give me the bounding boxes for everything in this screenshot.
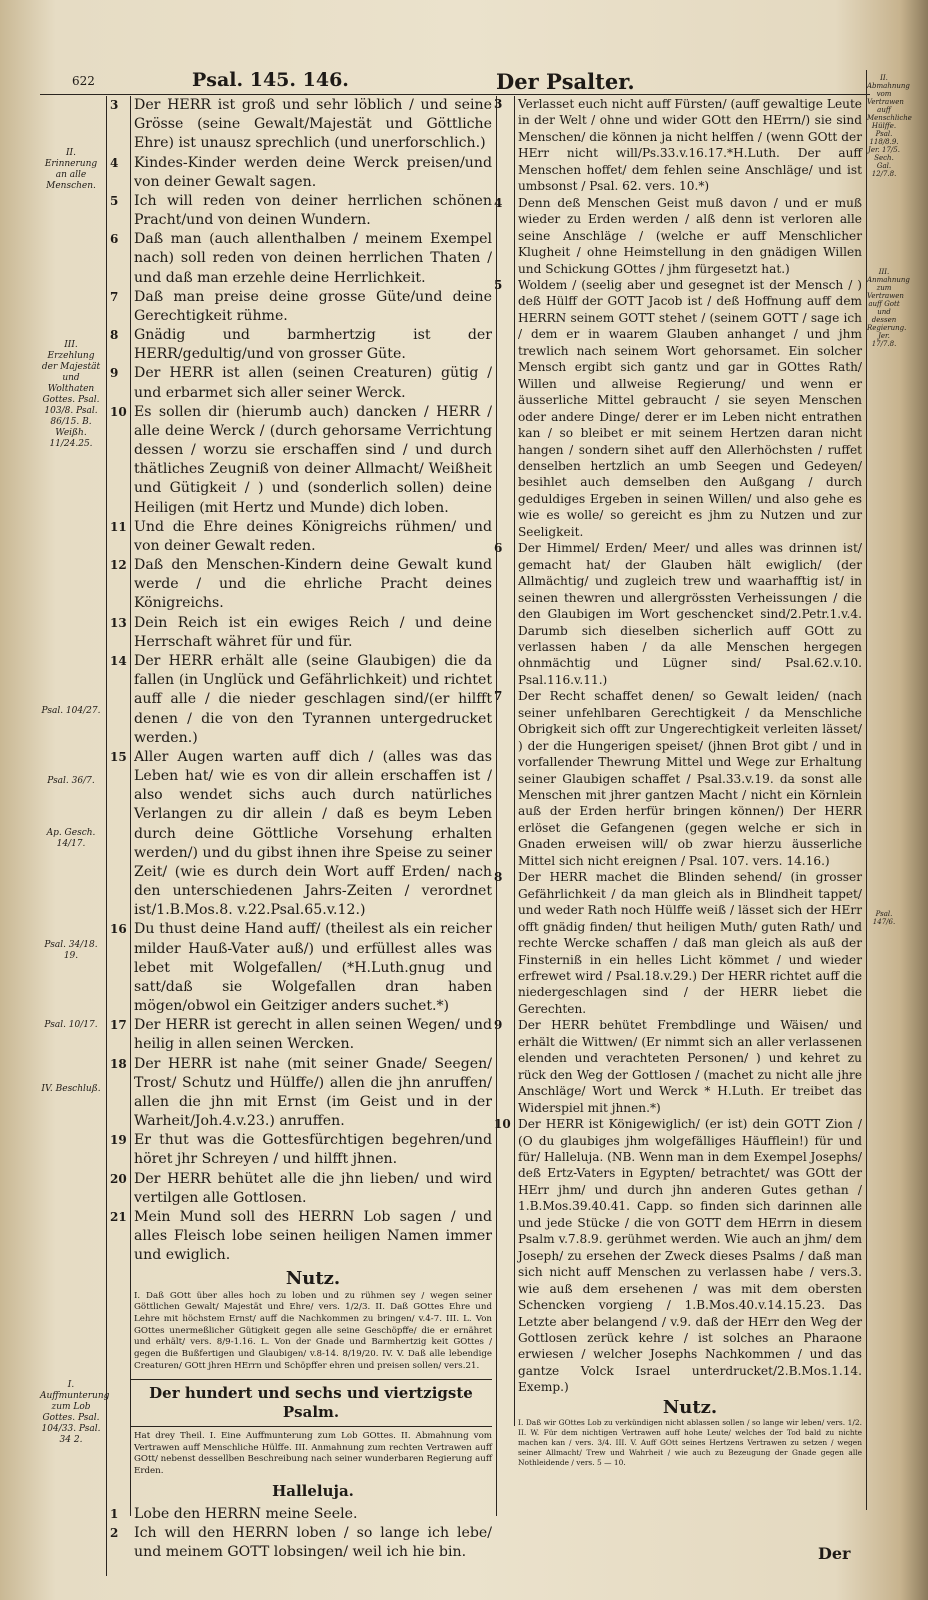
verse: 14 Der HERR erhält alle (seine Glaubigen) die da fallen (in Unglück und Gefährlichkeit) und richtet auff alle / die nieder geschlagen sind/(er hilfft denen / die von den Tyrannen untergedrucket werden.): [110, 652, 492, 746]
page-header: [40, 66, 870, 95]
verse: 3 Verlasset euch nicht auff Fürsten/ (auff gewaltige Leute in der Welt / ohne und wider GOtt den HErrn/) sie sind Menschen/ die können ja nicht helffen / (wenn GOtt der HErr nicht will/Ps.33.v.16.17.*H.Luth. Der auff Menschen hoffet/ dem fehlen seine Anschläge/ und ist umbsonst / Psal. 62. vers. 10.*): [494, 97, 862, 194]
verse: 11 Und die Ehre deines Königreichs rühmen/ und von deiner Gewalt reden.: [110, 518, 492, 554]
nutz-heading: Nutz.: [662, 1396, 718, 1418]
verse: 18 Der HERR ist nahe (mit seiner Gnade/ Seegen/ Trost/ Schutz und Hülffe/) allen die jhn anruffen/ allen die jhn mit Ernst (im Geist und in der Warheit/Joh.4.v.23.) anruffen.: [110, 1055, 492, 1130]
margin-note: IV. Beschluß.: [41, 1084, 101, 1094]
nutz-text: I. Daß wir GOttes Lob zu verkündigen nicht ablassen sollen / so lange wir leben/ vers. 1/2. II. W. Für dem nichtigen Vertrawen auff hohe Leute/ welches der Tod bald zu nichte machen kan / vers. 3/4. III. V. Auff GOtt seines Hertzens Vertrawen zu setzen / wegen seiner Allmacht/ Trew und Wahrheit / wie auch zu Bezeugung der Gnade gegen alle Nothleidende / vers. 5 — 10.: [518, 1418, 862, 1468]
margin-note: III. Anmahnung zum Vertrawen auff Gott und dessen Regierung. Jer. 17/7.8.: [867, 268, 910, 348]
margin-note: Psal. 147/6.: [872, 910, 896, 926]
verse: 21 Mein Mund soll des HERRN Lob sagen / und alles Fleisch lobe seinen heiligen Namen immer und ewiglich.: [110, 1208, 492, 1264]
verse: 12 Daß den Menschen-Kindern deine Gewalt kund werde / und die ehrliche Pracht deines Königreichs.: [110, 557, 492, 612]
verse: 9 Der HERR behütet Frembdlinge und Wäisen/ und erhält die Wittwen/ (Er nimmt sich an aller verlassenen elenden und verachteten Personen/ ) und kehret zu rück den Weg der Gottlosen / (machet zu nicht alle jhre Anschläge/ Wort und Werck * H.Luth. Er treibet das Widerspiel mit jhnen.*): [494, 1018, 862, 1115]
verse: 15 Aller Augen warten auff dich / (alles was das Leben hat/ wie es von dir allein erschaffen ist / also wendet sichs auch durch natürliches Verlangen zu dir allein / daß es beym Leben durch deine Göttliche Vorsehung erhalten werden/) und du gibst ihnen ihre Speise zu seiner Zeit/ (wie es durch dein Wort auff Erden/ nach den unterschiedenen Jahrs-Zeiten / verordnet ist/1.B.Mos.8. v.22.Psal.65.v.12.): [110, 748, 492, 919]
verse: 2 Ich will den HERRN loben / so lange ich lebe/ und meinem GOTT lobsingen/ weil ich hie bin.: [110, 1525, 492, 1561]
psalm-heading: Der hundert und sechs und viertzigste Psalm.: [130, 1379, 492, 1427]
verse: 13 Dein Reich ist ein ewiges Reich / und deine Herrschaft währet für und für.: [110, 614, 492, 650]
verse: 6 Der Himmel/ Erden/ Meer/ und alles was drinnen ist/ gemacht hat/ der Glauben hält ewiglich/ (der Allmächtig/ und zugleich trew und waarhafftig ist/ in seinen thewren und allergrössten Verheissungen / die den Glaubigen im Wort geschencket sind/2.Petr.1.v.4. Darumb sich dieselben sicherlich auff GOtt zu verlassen haben / da alle Menschen hergegen ohnmächtig und Lügner sind/ Psal.62.v.10. Psal.116.v.11.): [494, 541, 862, 687]
margin-note: II. Abmahnung vom Vertrawen auff Menschliche Hülffe. Psal. 118/8.9. Jer. 17/5. Sech. Gal. 12/7.8.: [867, 74, 912, 178]
verse: 19 Er thut was die Gottesfürchtigen begehren/und höret jhr Schreyen / und hilfft jhnen.: [110, 1132, 492, 1168]
verse: 8 Gnädig und barmhertzig ist der HERR/gedultig/und von grosser Güte.: [110, 327, 492, 363]
verse: 17 Der HERR ist gerecht in allen seinen Wegen/ und heilig in allen seinen Wercken.: [110, 1017, 492, 1053]
margin-note: II. Erinnerung an alle Menschen.: [44, 148, 98, 191]
verse: 5 Woldem / (seelig aber und gesegnet ist der Mensch / ) deß Hülff der GOTT Jacob ist / deß Hoffnung auff dem HERRN seinem GOTT stehet / (seinem GOTT / sage ich / dem er in waarem Glauben anhanget / und jhm trewlich nach seinem Wort gehorsamet. Ein solcher Mensch ergibt sich gantz und gar in GOttes Rath/ Willen und allweise Regierung/ und wenn er äusserliche Mittel gebraucht / sie seyen Menschen oder andere Dinge/ derer er im Leben nicht entrathen kan / so bleibet er mit seinem Hertzen daran nicht hangen / sondern sihet auff den Allerhöchsten / ruffet denselben hertzlich an umb Seegen und Gedeyen/ besihlet auch demselben den Außgang / durch geduldiges Ergeben in seinen Willen/ und also gehe es wie es wolle/ so gereicht es jhm zu Nutzen und zur Seeligkeit.: [494, 277, 862, 539]
page-number: 622: [72, 74, 95, 88]
verse: 8 Der HERR machet die Blinden sehend/ (in grosser Gefährlichkeit / da man gleich als in Blindheit tappet/ und weder Rath noch Hülffe weiß / lässet sich der HErr offt gnädig finden/ thut heiligen Muth/ guten Rath/ und rechte Wercke schaffen / daß man gleich als auß der Finsterniß in ein helles Licht kömmet / und wieder erfrewet wird / Psal.18.v.29.) Der HERR richtet auff die niedergeschlagen sind / der HERR liebet die Gerechten.: [494, 870, 862, 1016]
margin-note: Psal. 34/18. 19.: [44, 940, 98, 961]
left-column: [110, 96, 492, 1562]
verse: 1 Lobe den HERRN meine Seele.: [110, 1505, 358, 1522]
margin-note: Psal. 10/17.: [44, 1020, 98, 1030]
verse: 4 Kindes-Kinder werden deine Werck preisen/und von deiner Gewalt sagen.: [110, 154, 492, 190]
psalm-intro: Hat drey Theil. I. Eine Auffmunterung zum Lob GOttes. II. Abmahnung vom Vertrawen auff Menschliche Hülffe. III. Anmahnung zum rechten Vertrawen auff GOtt/ nebenst dessellben Beschreibung nach seiner wunderbaren Regierung auff Erden.: [134, 1430, 492, 1477]
verse: 3 Der HERR ist groß und sehr löblich / und seine Grösse (seine Gewalt/Majestät und Göttliche Ehre) ist unausz sprechlich (und unerforschlich.): [110, 97, 492, 152]
left-margin: [40, 96, 110, 1576]
verse: 10 Es sollen dir (hierumb auch) dancken / HERR / alle deine Werck / (durch gehorsame Verrichtung dessen / worzu sie erschaffen sind / und durch thätliches Zeugniß von deiner Allmacht/ Weißheit und Gütigkeit / ) und (sonderlich sollen) deine Heiligen (mit Hertz und Munde) dich loben.: [110, 403, 492, 516]
psalm-reference: Psal. 145. 146.: [192, 69, 349, 91]
verse: 5 Ich will reden von deiner herrlichen schönen Pracht/und von deinen Wundern.: [110, 192, 492, 229]
margin-note: Ap. Gesch. 14/17.: [46, 828, 96, 849]
verse: 6 Daß man (auch allenthalben / meinem Exempel nach) soll reden von deinen herrlichen Thaten / und daß man erzehle deine Herrlichkeit.: [110, 231, 492, 286]
running-title: Der Psalter.: [496, 69, 635, 94]
nutz-text: I. Daß GOtt über alles hoch zu loben und zu rühmen sey / wegen seiner Göttlichen Gewalt/ Majestät und Ehre/ vers. 1/2/3. II. Daß GOttes Ehre und Lehre mit höchstem Ernst/ auff die Nachkommen zu bringen/ v.4-7. III. L. Von GOttes unermeßlicher Gütigkeit gegen alle seine Geschöpffe/ die er ernähret und erhält/ vers. 8/9-1.16. L. Von der Gnade und Barmhertzig keit GOttes / gegen die Bußfertigen und Glaubigen/ v.8-14. 8/19/20. IV. V. Daß alle lebendige Creaturen/ GOtt jhren HErrn und Schöpffer ehren und preisen sollen/ vers.21.: [134, 1290, 492, 1371]
verse: 20 Der HERR behütet alle die jhn lieben/ und wird vertilgen alle Gottlosen.: [110, 1170, 492, 1206]
verse: 16 Du thust deine Hand auff/ (theilest als ein reicher milder Hauß-Vater auß/) und erfüllest alles was lebet mit Wolgefallen/ (*H.Luth.gnug und satt/daß sie Wolgefallen dran haben mögen/obwol ein Geitziger anders suchet.*): [110, 921, 492, 1015]
right-verse-rule: [514, 96, 515, 1426]
verse: 4 Denn deß Menschen Geist muß davon / und er muß wieder zu Erden werden / alß denn ist verloren alle seine Anschläge / (welche er auff Menschlicher Klugheit / ohne Heimstellung in den gnädigen Willen und Schickung GOttes / jhm fürgesetzt hat.): [494, 195, 862, 276]
margin-note: III. Erzehlung der Majestät und Wolthaten Gottes. Psal. 103/8. Psal. 86/15. B. Weißh. 11/24.25.: [41, 340, 101, 449]
verse: 9 Der HERR ist allen (seinen Creaturen) gütig / und erbarmet sich aller seiner Werck.: [110, 365, 492, 401]
catchword: Der: [818, 1544, 851, 1563]
verse: 7 Der Recht schaffet denen/ so Gewalt leiden/ (nach seiner unfehlbaren Gerechtigkeit / da Menschliche Obrigkeit sich offt zur Ungerechtigkeit verleiten lässet/ ) der die Hungerigen speiset/ (jhnen Brot gibt / und in vorfallender Thewrung Mittel und Wege zur Erhaltung seiner Glaubigen schaffet / Psal.33.v.19. da sonst alle Menschen mit jhrer gantzen Macht / nicht ein Körnlein auß der Erden herfür bringen können/) Der HERR erlöset die Gefangenen (gegen welche er sich in Gnaden erweisen will/ ob zwar hierzu äusserliche Mittel sich nicht ereignen / Psal. 107. vers. 14.16.): [494, 689, 862, 868]
nutz-heading: Nutz.: [285, 1268, 341, 1290]
halleluja-heading: Halleluja.: [272, 1481, 354, 1500]
margin-note: I. Auffmunterung zum Lob Gottes. Psal. 104/33. Psal. 34 2.: [40, 1380, 110, 1445]
column-divider: [496, 96, 497, 1516]
margin-note: Psal. 104/27.: [41, 706, 101, 716]
margin-note: Psal. 36/7.: [47, 776, 95, 786]
right-column: [494, 96, 862, 1468]
left-verse-rule: [130, 96, 131, 1516]
verse: 10 Der HERR ist Königewiglich/ (er ist) dein GOTT Zion / (O du glaubiges jhm wolgefälliges Häufflein!) für und für/ Halleluja. (NB. Wenn man in dem Exempel Josephs/ deß Ertz-Vaters in Egypten/ betrachtet/ was GOtt der HErr jhm/ und durch jhn anderen Gutes gethan / 1.B.Mos.39.40.41. Capp. so finden sich darinnen alle und jede Stücke / die von GOTT dem HErrn in diesem Psalm v.7.8.9. gerühmet werden. Wie auch an jhm/ dem Joseph/ zu ersehen der Zweck dieses Psalms / daß man sich nicht auff Menschen zu verlassen habe / vers.3. wie auß dem ersehenen / was mit dem obersten Schencken vorgieng / 1.B.Mos.40.v.14.15.23. Das Letzte aber belangend / v.9. daß der HErr den Weg der Gottlosen zerück kehre / ist solches an Pharaone erwiesen / welcher Josephs Nachkommen / und das gantze Volck Israel unterdrucket/2.B.Mos.1.14. Exemp.): [494, 1117, 862, 1395]
right-margin: [866, 70, 912, 1510]
verse: 7 Daß man preise deine grosse Güte/und deine Gerechtigkeit rühme.: [110, 288, 492, 324]
